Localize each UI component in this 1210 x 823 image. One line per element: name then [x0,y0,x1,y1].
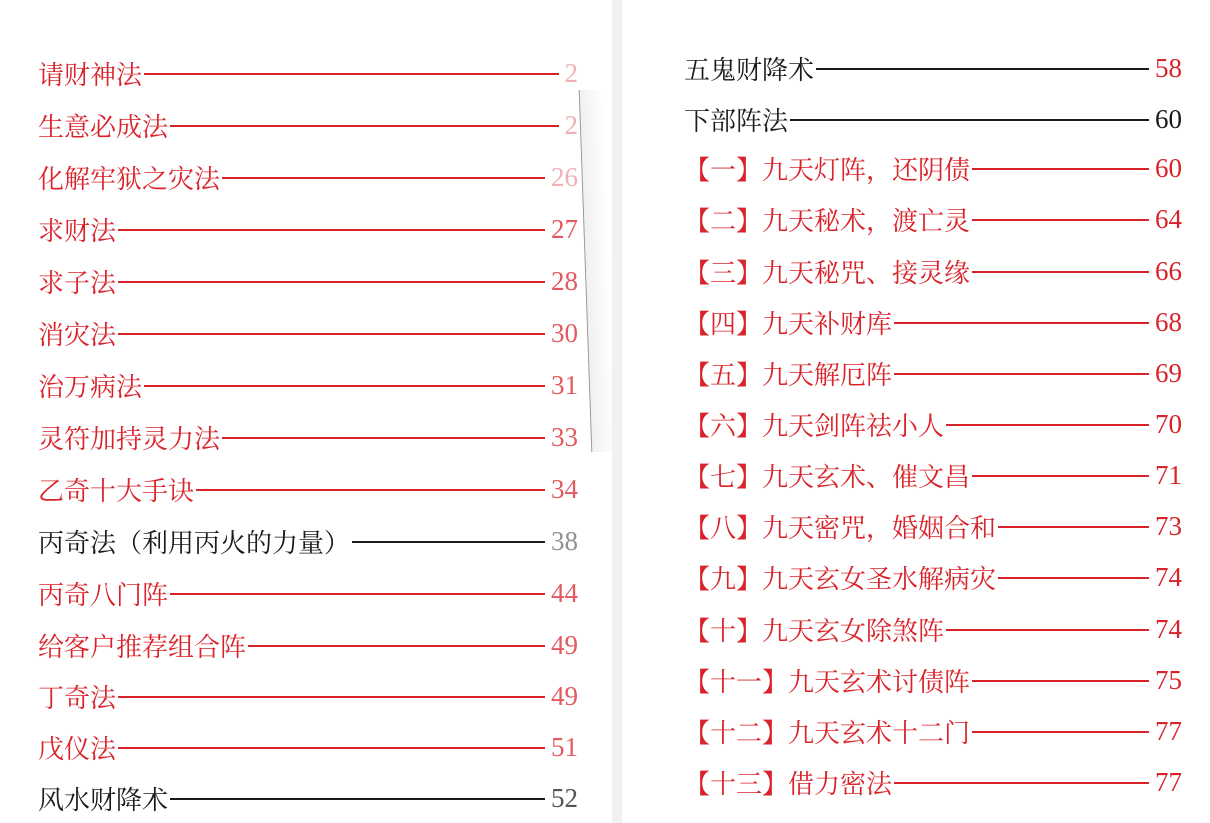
entry-title: 灵符加持灵力法 [38,424,221,455]
entry-page-number: 74 [1155,613,1182,644]
entry-page-number: 34 [551,473,578,504]
entry-title: 下部阵法 [684,106,789,137]
entry-page-number: 27 [551,213,578,244]
entry-page-number: 68 [1155,306,1182,337]
entry-title: 乙奇十大手诀 [38,476,195,507]
entry-title: 【十】九天玄女除煞阵 [684,616,945,647]
dot-leader [196,489,545,491]
entry-title: 【九】九天玄女圣水解病灾 [684,564,997,595]
dot-leader [118,333,545,335]
entry-page-number: 51 [551,731,578,762]
dot-leader [972,271,1149,273]
dot-leader [790,119,1149,121]
dot-leader [894,782,1149,784]
dot-leader [170,593,545,595]
entry-title: 治万病法 [38,372,143,403]
entry-title: 【一】九天灯阵，还阴债 [684,155,971,186]
entry-title: 五鬼财降术 [684,55,815,86]
entry-page-number: 31 [551,369,578,400]
entry-title: 生意必成法 [38,112,169,143]
toc-entry [684,253,1182,289]
dot-leader [118,696,545,698]
dot-leader [352,541,545,543]
entry-page-number: 2 [564,57,578,88]
dot-leader [222,177,545,179]
toc-entry [38,627,578,663]
entry-title: 【八】九天密咒，婚姻合和 [684,513,997,544]
entry-title: 丁奇法 [38,683,117,714]
entry-page-number: 44 [551,577,578,608]
toc-entry [38,367,578,403]
entry-page-number: 30 [551,317,578,348]
entry-title: 戊仪法 [38,734,117,765]
entry-page-number: 38 [551,525,578,556]
page-fold-shadow [579,90,612,452]
entry-title: 化解牢狱之灾法 [38,164,221,195]
toc-entry [684,150,1182,186]
entry-title: 【六】九天剑阵祛小人 [684,411,945,442]
toc-entry [38,419,578,455]
entry-page-number: 60 [1155,103,1182,134]
entry-title: 请财神法 [38,60,143,91]
toc-entry [684,713,1182,749]
toc-entry [684,355,1182,391]
entry-page-number: 2 [564,109,578,140]
toc-entry [684,457,1182,493]
dot-leader [170,798,545,800]
toc-entry [684,101,1182,137]
entry-title: 求财法 [38,216,117,247]
dot-leader [118,747,545,749]
entry-page-number: 28 [551,265,578,296]
toc-entry [684,201,1182,237]
toc-entry [684,662,1182,698]
dot-leader [998,577,1149,579]
entry-title: 【十二】九天玄术十二门 [684,718,971,749]
toc-entry [684,611,1182,647]
dot-leader [144,385,545,387]
entry-title: 【三】九天秘咒、接灵缘 [684,258,971,289]
entry-page-number: 75 [1155,664,1182,695]
entry-page-number: 69 [1155,357,1182,388]
dot-leader [118,281,545,283]
entry-title: 求子法 [38,268,117,299]
toc-entry [38,211,578,247]
entry-title: 【十三】借力密法 [684,769,893,800]
entry-title: 丙奇八门阵 [38,580,169,611]
entry-page-number: 71 [1155,459,1182,490]
toc-entry [684,508,1182,544]
dot-leader [118,229,545,231]
toc-entry [38,523,578,559]
dot-leader [998,526,1149,528]
entry-title: 【十一】九天玄术讨债阵 [684,667,971,698]
dot-leader [894,373,1149,375]
entry-title: 【四】九天补财库 [684,309,893,340]
entry-page-number: 58 [1155,52,1182,83]
dot-leader [972,731,1149,733]
dot-leader [972,219,1149,221]
toc-entry [38,263,578,299]
toc-entry [38,471,578,507]
dot-leader [894,322,1149,324]
dot-leader [144,73,558,75]
entry-title: 风水财降术 [38,785,169,816]
dot-leader [972,168,1149,170]
entry-page-number: 77 [1155,766,1182,797]
entry-title: 消灾法 [38,320,117,351]
toc-entry [684,764,1182,800]
toc-entry [684,406,1182,442]
entry-page-number: 52 [551,782,578,813]
entry-page-number: 66 [1155,255,1182,286]
entry-title: 【二】九天秘术，渡亡灵 [684,206,971,237]
entry-title: 【七】九天玄术、催文昌 [684,462,971,493]
dot-leader [816,68,1149,70]
dot-leader [170,125,558,127]
entry-page-number: 74 [1155,561,1182,592]
dot-leader [248,645,545,647]
entry-title: 给客户推荐组合阵 [38,632,247,663]
entry-page-number: 70 [1155,408,1182,439]
dot-leader [946,629,1149,631]
entry-page-number: 73 [1155,510,1182,541]
toc-entry [38,678,578,714]
toc-entry [684,559,1182,595]
dot-leader [946,424,1149,426]
toc-entry [38,159,578,195]
dot-leader [972,475,1149,477]
dot-leader [972,680,1149,682]
entry-page-number: 26 [551,161,578,192]
entry-title: 【五】九天解厄阵 [684,360,893,391]
entry-page-number: 60 [1155,152,1182,183]
entry-page-number: 64 [1155,203,1182,234]
toc-entry [38,575,578,611]
entry-page-number: 77 [1155,715,1182,746]
toc-entry [684,50,1182,86]
toc-entry [38,729,578,765]
entry-page-number: 33 [551,421,578,452]
entry-title: 丙奇法（利用丙火的力量） [38,528,351,559]
toc-entry [38,315,578,351]
right-page [622,0,1210,823]
toc-entry [38,55,578,91]
entry-page-number: 49 [551,629,578,660]
toc-entry [38,780,578,816]
entry-page-number: 49 [551,680,578,711]
toc-entry [684,304,1182,340]
toc-entry [38,107,578,143]
dot-leader [222,437,545,439]
